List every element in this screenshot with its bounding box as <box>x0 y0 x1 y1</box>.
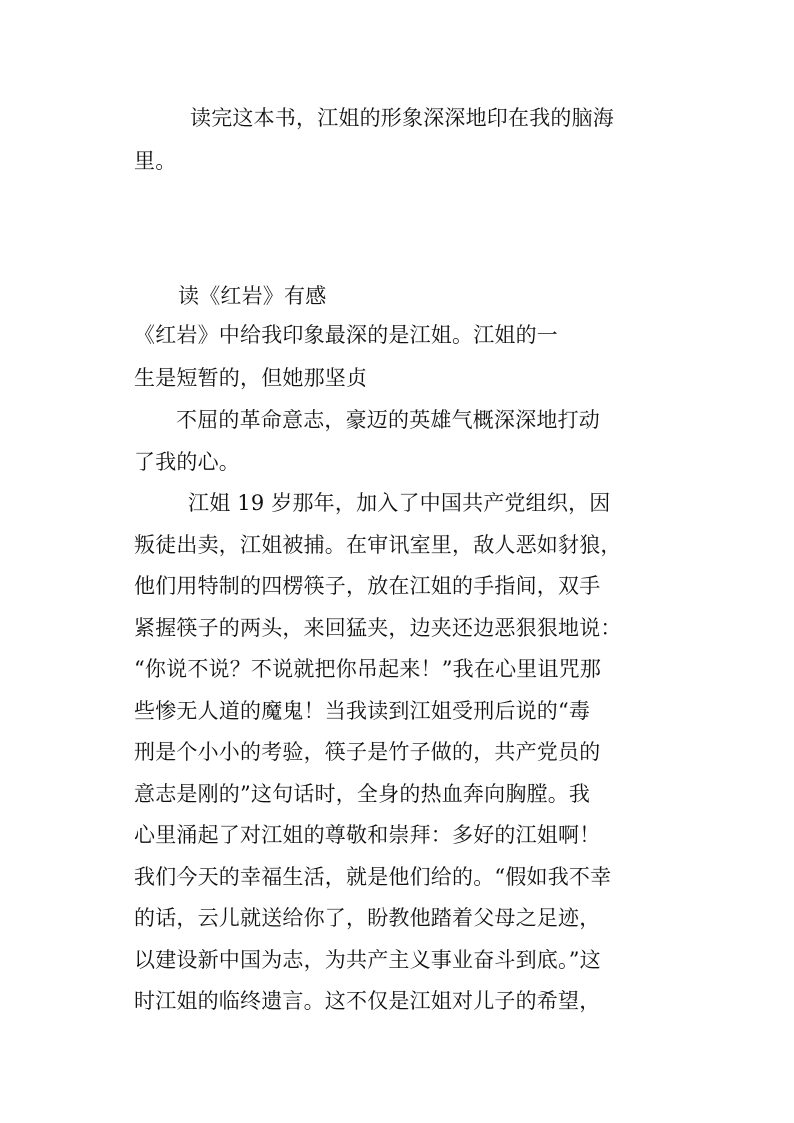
paragraph-line: 我们今天的幸福生活，就是他们给的。“假如我不幸 <box>134 865 612 889</box>
paragraph-line: 心里涌起了对江姐的尊敬和崇拜：多好的江姐啊！ <box>134 823 601 847</box>
paragraph-line: 的话，云儿就送给你了，盼教他踏着父母之足迹， <box>134 906 601 930</box>
paragraph-line: 意志是刚的”这句话时，全身的热血奔向胸膛。我 <box>134 782 591 806</box>
paragraph-line: 生是短暂的，但她那坚贞 <box>134 366 368 390</box>
paragraph-line: 紧握筷子的两头，来回猛夹，边夹还边恶狠狠地说： <box>134 616 622 640</box>
paragraph-line: 了我的心。 <box>134 450 240 474</box>
paragraph-line: 江姐 19 岁那年，加入了中国共产党组织，因 <box>188 491 611 515</box>
paragraph-line: 他们用特制的四楞筷子，放在江姐的手指间，双手 <box>134 574 601 598</box>
paragraph-line: 读完这本书，江姐的形象深深地印在我的脑海 <box>190 106 614 130</box>
paragraph-line: 《红岩》中给我印象最深的是江姐。江姐的一 <box>134 323 558 347</box>
paragraph-line: 不屈的革命意志，豪迈的英雄气概深深地打动 <box>176 408 600 432</box>
paragraph-line: 里。 <box>134 149 177 173</box>
paragraph-line: 些惨无人道的魔鬼！当我读到江姐受刑后说的“毒 <box>134 699 591 723</box>
essay-title: 读《红岩》有感 <box>178 284 327 308</box>
paragraph-line: “你说不说？不说就把你吊起来！”我在心里诅咒那 <box>134 657 602 681</box>
paragraph-line: 以建设新中国为志，为共产主义事业奋斗到底。”这 <box>134 948 601 972</box>
paragraph-line: 叛徒出卖，江姐被捕。在审讯室里，敌人恶如豺狼， <box>134 533 622 557</box>
paragraph-line: 刑是个小小的考验，筷子是竹子做的，共产党员的 <box>134 740 601 764</box>
paragraph-line: 时江姐的临终遗言。这不仅是江姐对儿子的希望， <box>134 989 601 1013</box>
